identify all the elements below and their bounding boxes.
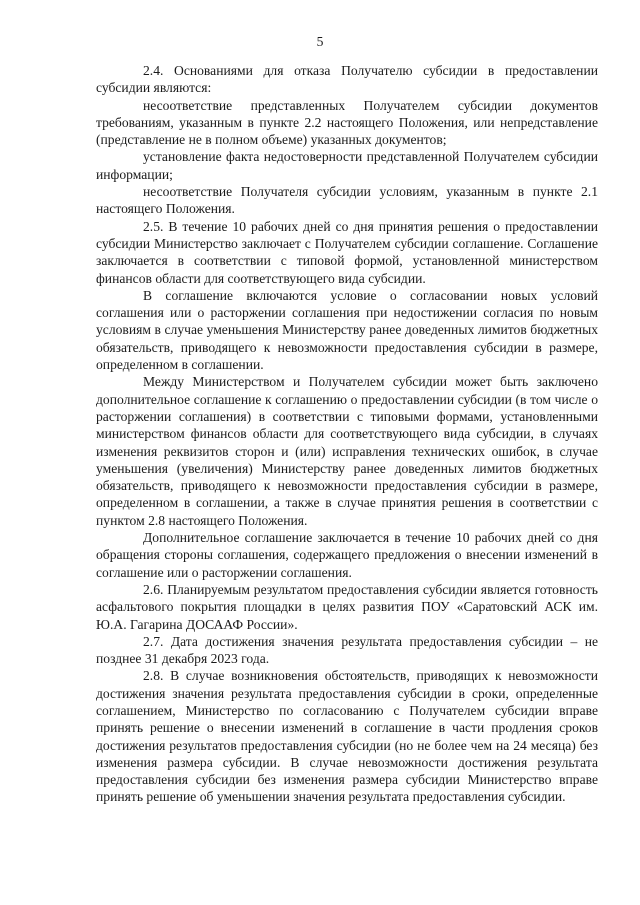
paragraph-2-4-reason-3: несоответствие Получателя субсидии условиям, указанным в пункте 2.1 настоящего Положения. <box>96 184 598 217</box>
paragraph-2-7: 2.7. Дата достижения значения результата предоставления субсидии – не позднее 31 декабря 2023 года. <box>96 633 598 667</box>
paragraph-2-4: 2.4. Основаниями для отказа Получателю субсидии в предоставлении субсидии являются: <box>96 63 598 96</box>
page-number: 5 <box>316 34 324 49</box>
paragraph-2-5: 2.5. В течение 10 рабочих дней со дня принятия решения о предоставлении субсидии Министерство заключает с Получателем субсидии соглашение. Соглашение заключается в соответствии с типовой формой, установленной министерством финансов области для соответствующего вида субсидии. <box>96 218 598 286</box>
paragraph-2-4-reason-1: несоответствие представленных Получателем субсидии документов требованиям, указанным в пункте 2.2 настоящего Положения, или непредставление (представление не в полном объеме) указанных документов; <box>96 97 598 148</box>
paragraph-2-6: 2.6. Планируемым результатом предоставления субсидии является готовность асфальтового покрытия площадки в целях развития ПОУ «Саратовский АСК им. Ю.А. Гагарина ДОСААФ России». <box>96 581 598 632</box>
paragraph-2-8: 2.8. В случае возникновения обстоятельств, приводящих к невозможности достижения значения результата предоставления субсидии в сроки, определенные соглашением, Министерство по согласованию с Получателем субсидии вправе принять решение о внесении изменений в соглашение в части продления сроков достижения результатов предоставления субсидии (но не более чем на 24 месяца) без изменения размера субсидии. В случае невозможности достижения результата предоставления субсидии без изменения размера субсидии Министерство вправе принять решение об уменьшении значения результата предоставления субсидии. <box>96 668 598 805</box>
document-body <box>96 62 598 806</box>
paragraph-2-4-reason-2: установление факта недостоверности представленной Получателем субсидии информации; <box>96 149 598 182</box>
paragraph-2-5-additional-term: Дополнительное соглашение заключается в течение 10 рабочих дней со дня обращения стороны соглашения, содержащего предложения о внесении изменений в соглашение или о расторжении соглашения. <box>96 530 598 580</box>
paragraph-2-5-additional: Между Министерством и Получателем субсидии может быть заключено дополнительное соглашение к соглашению о предоставлении субсидии (в том числе о расторжении соглашения) в соответствии с типовыми формами, установленными министерством финансов области для соответствующего вида субсидии, в случаях изменения реквизитов сторон и (или) исправления технических ошибок, в случае уменьшения (увеличения) Министерству ранее доведенных лимитов бюджетных обязательств, приводящего к невозможности предоставления субсидии в размере, определенном в соглашении, а также в случае принятия решения в соответствии с пунктом 2.8 настоящего Положения. <box>96 374 598 528</box>
paragraph-2-5-conditions: В соглашение включаются условие о согласовании новых условий соглашения или о расторжении соглашения при недостижении согласия по новым условиям в случае уменьшения Министерству ранее доведенных лимитов бюджетных обязательств, приводящего к невозможности предоставления субсидии в размере, определенном в соглашении. <box>96 287 598 373</box>
